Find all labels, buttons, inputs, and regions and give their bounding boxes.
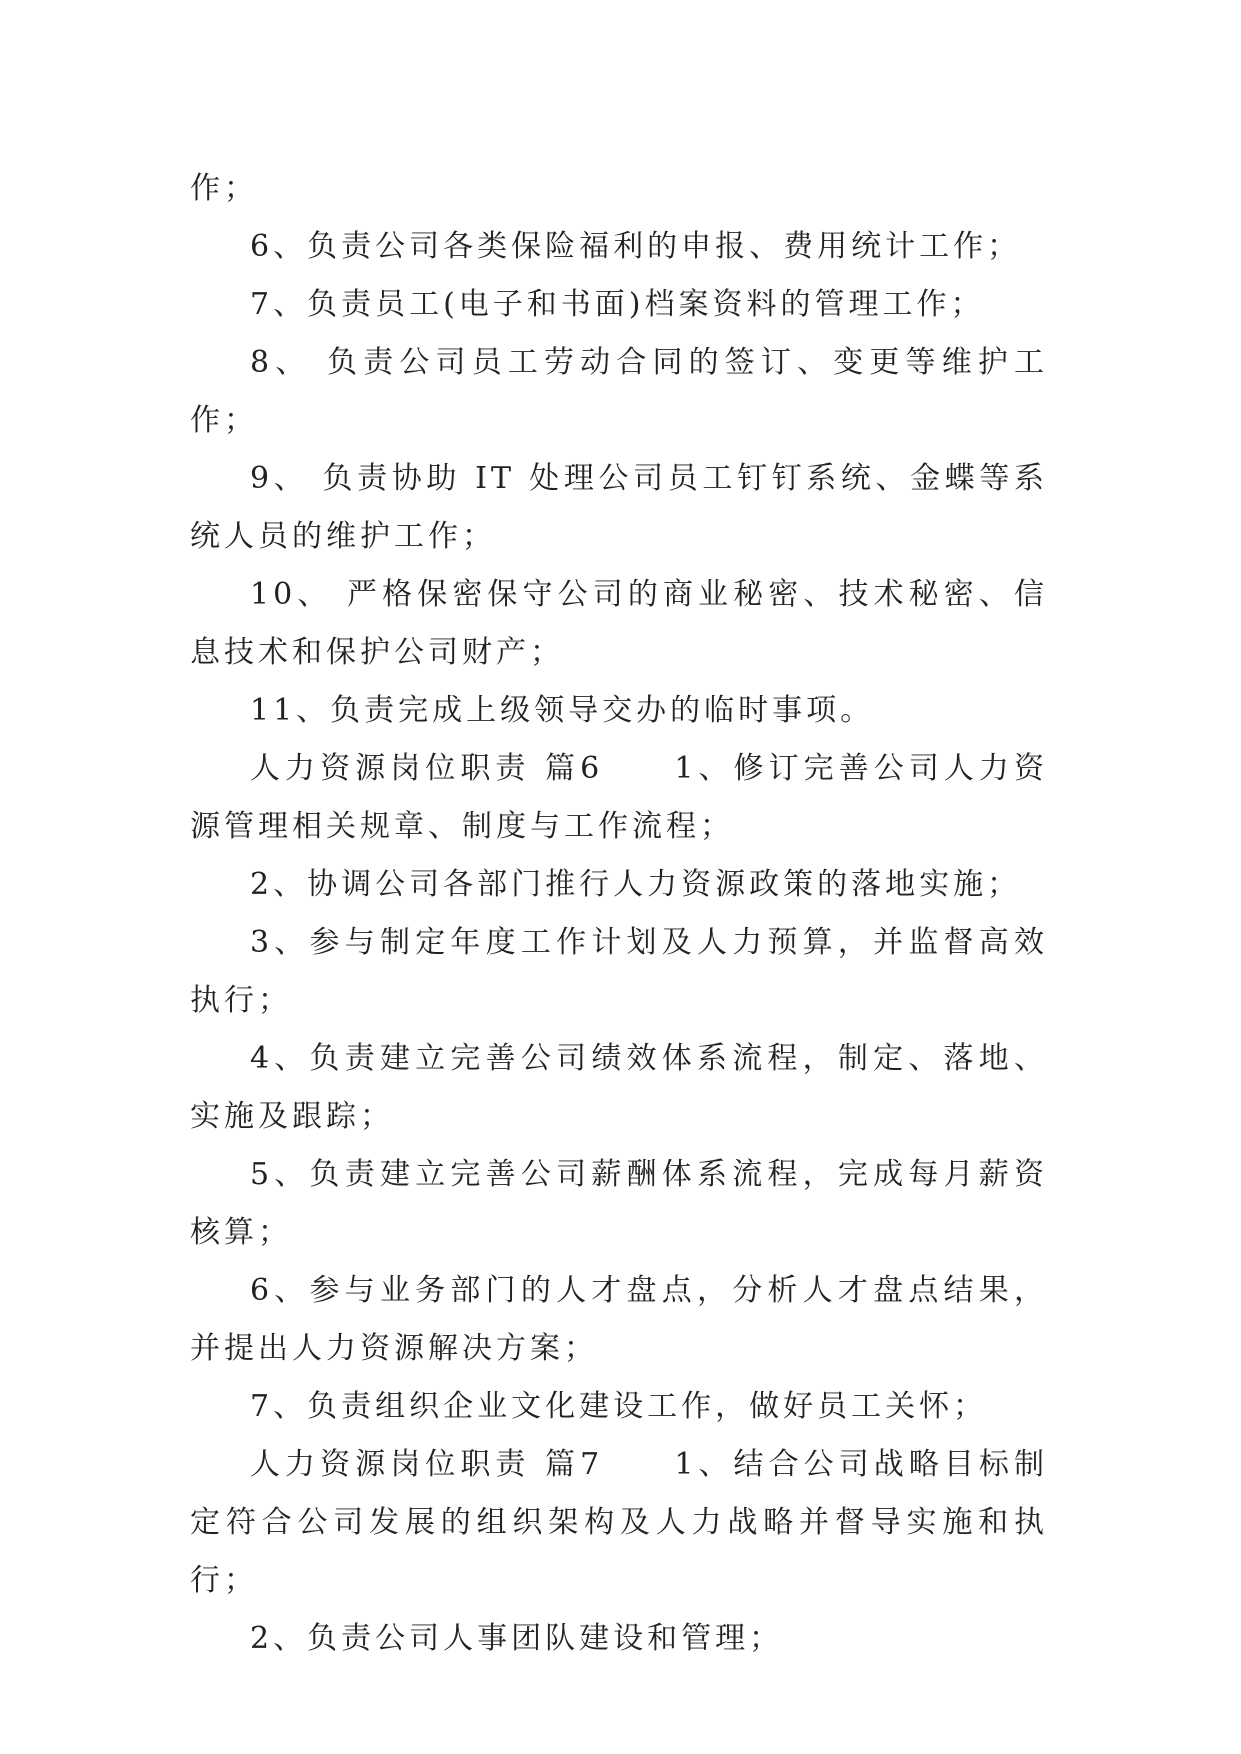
- paragraph-section-7-item-2: 2、负责公司人事团队建设和管理；: [250, 1621, 784, 1656]
- paragraph-section-6-item-6: 6、参与业务部门的人才盘点，分析人才盘点结果，并提出人力资源解决方案；: [190, 1273, 1048, 1366]
- paragraph-item-10-confidentiality: 10、 严格保密保守公司的商业秘密、技术秘密、信息技术和保护公司财产；: [190, 577, 1048, 670]
- paragraph-item-9-systems: 9、 负责协助 IT 处理公司员工钉钉系统、金蝶等系统人员的维护工作；: [190, 461, 1048, 554]
- paragraph-section-6-item-7: 7、负责组织企业文化建设工作，做好员工关怀；: [250, 1389, 988, 1424]
- paragraph-item-11-tasks: 11、负责完成上级领导交办的临时事项。: [250, 693, 875, 728]
- paragraph-item-8-contracts: 8、 负责公司员工劳动合同的签订、变更等维护工作；: [190, 345, 1048, 438]
- paragraph-section-6-item-5: 5、负责建立完善公司薪酬体系流程，完成每月薪资核算；: [190, 1157, 1048, 1250]
- paragraph-item-6-insurance: 6、负责公司各类保险福利的申报、费用统计工作；: [250, 229, 1022, 264]
- paragraph-section-6-item-4: 4、负责建立完善公司绩效体系流程，制定、落地、实施及跟踪；: [190, 1041, 1048, 1134]
- paragraph-section-6-item-2: 2、协调公司各部门推行人力资源政策的落地实施；: [250, 867, 1022, 902]
- paragraph-section-6-item-3: 3、参与制定年度工作计划及人力预算，并监督高效执行；: [190, 925, 1048, 1018]
- paragraph-section-6-item-1: 人力资源岗位职责 篇6 1、修订完善公司人力资源管理相关规章、制度与工作流程；: [190, 751, 1048, 844]
- paragraph-section-7-item-1: 人力资源岗位职责 篇7 1、结合公司战略目标制定符合公司发展的组织架构及人力战略并督导实施和执行；: [190, 1447, 1048, 1598]
- document-body: [190, 160, 1048, 1668]
- paragraph-item-7-archives: 7、负责员工(电子和书面)档案资料的管理工作；: [250, 287, 985, 322]
- paragraph-continuation: 作；: [190, 171, 258, 206]
